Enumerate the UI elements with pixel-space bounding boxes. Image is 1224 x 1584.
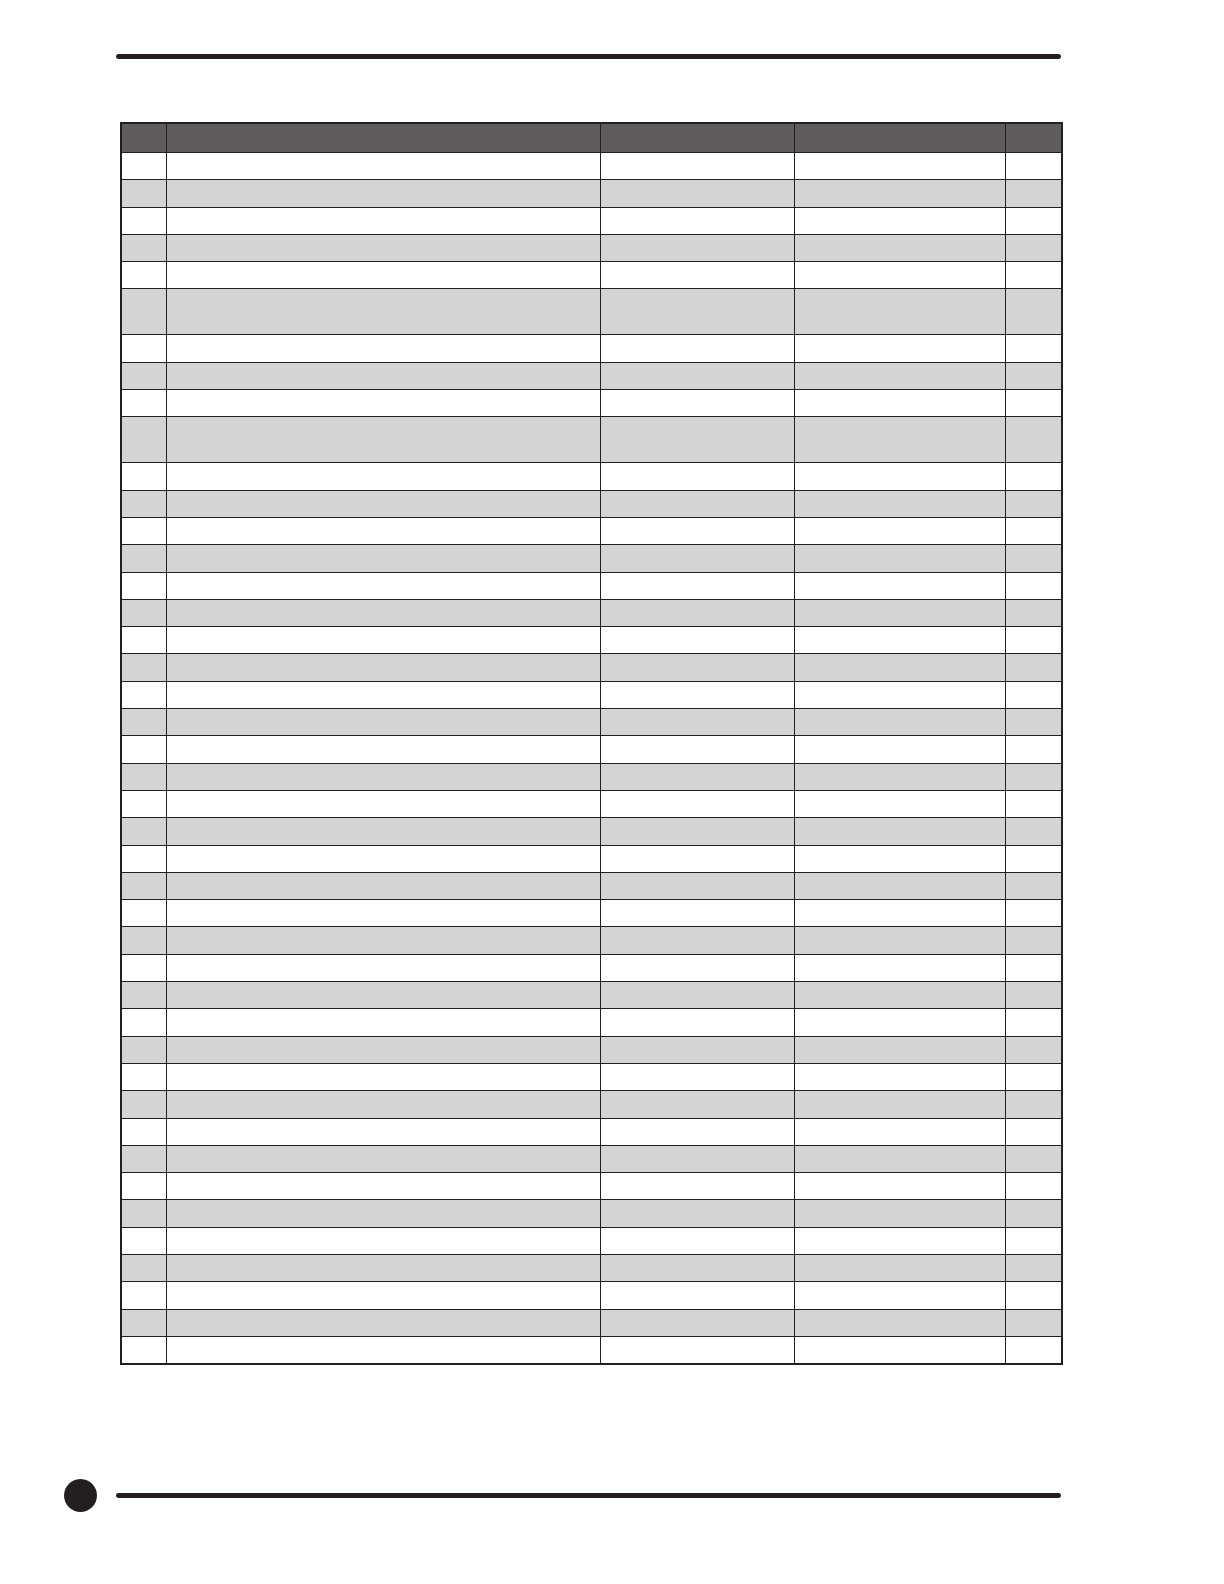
table-cell — [600, 572, 794, 599]
table-cell — [794, 627, 1005, 654]
table-cell — [166, 262, 600, 289]
table-cell — [794, 1336, 1005, 1364]
table-cell — [166, 1063, 600, 1090]
table-cell — [1005, 335, 1062, 362]
table-cell — [794, 1036, 1005, 1063]
table-cell — [600, 790, 794, 817]
table-cell — [121, 234, 166, 261]
table-cell — [600, 1173, 794, 1200]
table-cell — [794, 872, 1005, 899]
table-cell — [166, 1145, 600, 1172]
table-row — [121, 1282, 1062, 1309]
table-row — [121, 1173, 1062, 1200]
table-cell — [1005, 545, 1062, 572]
table-cell — [794, 845, 1005, 872]
table-cell — [166, 517, 600, 544]
table-cell — [600, 390, 794, 417]
table-row — [121, 818, 1062, 845]
table-cell — [794, 362, 1005, 389]
table-cell — [121, 790, 166, 817]
table-cell — [794, 1009, 1005, 1036]
table-cell — [600, 599, 794, 626]
table-cell — [166, 927, 600, 954]
table-cell — [600, 207, 794, 234]
table-cell — [794, 180, 1005, 207]
table-cell — [121, 818, 166, 845]
table-cell — [166, 1200, 600, 1227]
table-cell — [1005, 681, 1062, 708]
table-cell — [794, 1200, 1005, 1227]
table-cell — [600, 1063, 794, 1090]
table-cell — [1005, 1227, 1062, 1254]
table-cell — [600, 954, 794, 981]
table-cell — [794, 234, 1005, 261]
table-cell — [600, 545, 794, 572]
table-cell — [794, 900, 1005, 927]
table-cell — [166, 390, 600, 417]
table-cell — [1005, 1173, 1062, 1200]
table-cell — [1005, 927, 1062, 954]
table-cell — [121, 627, 166, 654]
table-cell — [1005, 207, 1062, 234]
table-cell — [600, 681, 794, 708]
table-cell — [794, 681, 1005, 708]
table-cell — [794, 545, 1005, 572]
table-cell — [121, 517, 166, 544]
table-row — [121, 1009, 1062, 1036]
table-cell — [121, 545, 166, 572]
table-cell — [1005, 417, 1062, 463]
table-cell — [794, 1118, 1005, 1145]
table-cell — [794, 390, 1005, 417]
table-cell — [166, 1309, 600, 1336]
table-cell — [600, 180, 794, 207]
table-cell — [166, 153, 600, 180]
table-cell — [121, 1145, 166, 1172]
table-row — [121, 599, 1062, 626]
table-cell — [600, 1145, 794, 1172]
table-cell — [121, 1173, 166, 1200]
table-row — [121, 736, 1062, 763]
table-cell — [600, 517, 794, 544]
table-cell — [166, 1227, 600, 1254]
table-row — [121, 1227, 1062, 1254]
table-cell — [121, 709, 166, 736]
table-cell — [600, 262, 794, 289]
table-cell — [1005, 1200, 1062, 1227]
table-cell — [794, 709, 1005, 736]
table-row — [121, 1118, 1062, 1145]
table-cell — [600, 872, 794, 899]
table-cell — [794, 599, 1005, 626]
table-cell — [600, 1282, 794, 1309]
table-row — [121, 927, 1062, 954]
table-cell — [166, 335, 600, 362]
table-cell — [121, 490, 166, 517]
table-row — [121, 234, 1062, 261]
table-cell — [121, 900, 166, 927]
table-cell — [794, 1173, 1005, 1200]
table-cell — [121, 180, 166, 207]
table-cell — [166, 599, 600, 626]
table-cell — [1005, 1118, 1062, 1145]
table-cell — [166, 207, 600, 234]
table-cell — [121, 1063, 166, 1090]
table-cell — [600, 763, 794, 790]
table-cell — [794, 763, 1005, 790]
table-cell — [794, 207, 1005, 234]
table-cell — [1005, 736, 1062, 763]
table-cell — [600, 627, 794, 654]
table-cell — [166, 1336, 600, 1364]
table-cell — [121, 390, 166, 417]
header-cell — [600, 123, 794, 153]
table-cell — [1005, 153, 1062, 180]
header-cell — [794, 123, 1005, 153]
table-row — [121, 709, 1062, 736]
bottom-rule — [116, 1493, 1061, 1498]
table-cell — [166, 1009, 600, 1036]
table-cell — [121, 763, 166, 790]
table-cell — [121, 335, 166, 362]
table-row — [121, 289, 1062, 335]
table-row — [121, 954, 1062, 981]
table-cell — [166, 818, 600, 845]
table-cell — [121, 1227, 166, 1254]
table-cell — [794, 818, 1005, 845]
table-cell — [166, 1173, 600, 1200]
table-cell — [600, 1091, 794, 1118]
table-cell — [121, 1282, 166, 1309]
table-cell — [1005, 900, 1062, 927]
table-cell — [1005, 1282, 1062, 1309]
table-cell — [1005, 463, 1062, 490]
table-cell — [600, 1254, 794, 1281]
table-cell — [121, 736, 166, 763]
table-cell — [121, 1091, 166, 1118]
table-cell — [1005, 362, 1062, 389]
table-cell — [794, 417, 1005, 463]
table-cell — [121, 572, 166, 599]
table-cell — [600, 1309, 794, 1336]
table-cell — [794, 572, 1005, 599]
table-row — [121, 654, 1062, 681]
table-cell — [121, 289, 166, 335]
table-row — [121, 1309, 1062, 1336]
table-row — [121, 845, 1062, 872]
table-cell — [166, 790, 600, 817]
table-cell — [1005, 1336, 1062, 1364]
table-cell — [1005, 490, 1062, 517]
table-cell — [1005, 1091, 1062, 1118]
table-row — [121, 1036, 1062, 1063]
table-cell — [600, 818, 794, 845]
table-cell — [794, 1145, 1005, 1172]
table-cell — [1005, 654, 1062, 681]
table-cell — [1005, 1063, 1062, 1090]
table-cell — [794, 654, 1005, 681]
header-cell — [166, 123, 600, 153]
table-cell — [121, 927, 166, 954]
table-cell — [166, 709, 600, 736]
table-cell — [166, 417, 600, 463]
table-row — [121, 490, 1062, 517]
top-rule — [116, 54, 1061, 59]
table-cell — [166, 954, 600, 981]
table-cell — [794, 517, 1005, 544]
table-row — [121, 1254, 1062, 1281]
table-cell — [1005, 1036, 1062, 1063]
table-row — [121, 180, 1062, 207]
table-cell — [121, 1036, 166, 1063]
table-row — [121, 153, 1062, 180]
table-cell — [600, 927, 794, 954]
header-cell — [121, 123, 166, 153]
table-cell — [1005, 517, 1062, 544]
table-cell — [166, 845, 600, 872]
table-cell — [166, 1118, 600, 1145]
table-cell — [121, 681, 166, 708]
table-cell — [1005, 1145, 1062, 1172]
table-cell — [121, 207, 166, 234]
table-row — [121, 982, 1062, 1009]
table-cell — [121, 954, 166, 981]
table-cell — [794, 1091, 1005, 1118]
table-cell — [166, 872, 600, 899]
parts-table — [120, 122, 1063, 1365]
table-row — [121, 417, 1062, 463]
table-cell — [121, 1009, 166, 1036]
table-cell — [121, 599, 166, 626]
table-cell — [1005, 763, 1062, 790]
table-cell — [600, 982, 794, 1009]
table-cell — [1005, 627, 1062, 654]
table-row — [121, 335, 1062, 362]
table-cell — [1005, 180, 1062, 207]
table-cell — [121, 1309, 166, 1336]
table-cell — [1005, 1254, 1062, 1281]
table-cell — [600, 234, 794, 261]
table-cell — [1005, 572, 1062, 599]
table-row — [121, 262, 1062, 289]
table-cell — [1005, 599, 1062, 626]
table-cell — [121, 654, 166, 681]
table-row — [121, 390, 1062, 417]
table-row — [121, 1063, 1062, 1090]
table-cell — [166, 763, 600, 790]
table-cell — [166, 1254, 600, 1281]
table-cell — [794, 262, 1005, 289]
table-cell — [600, 490, 794, 517]
table-cell — [1005, 390, 1062, 417]
table-cell — [1005, 262, 1062, 289]
table-row — [121, 627, 1062, 654]
table-cell — [794, 153, 1005, 180]
table-cell — [600, 736, 794, 763]
table-cell — [166, 654, 600, 681]
table-cell — [794, 335, 1005, 362]
table-cell — [166, 234, 600, 261]
table-cell — [166, 362, 600, 389]
table-cell — [166, 1036, 600, 1063]
table-row — [121, 763, 1062, 790]
table-cell — [166, 627, 600, 654]
table-header-row — [121, 123, 1062, 153]
table-row — [121, 900, 1062, 927]
table-cell — [794, 1254, 1005, 1281]
table-cell — [794, 490, 1005, 517]
table-cell — [794, 289, 1005, 335]
table-cell — [121, 1200, 166, 1227]
table-cell — [794, 1227, 1005, 1254]
table-row — [121, 1336, 1062, 1364]
table-cell — [600, 1336, 794, 1364]
table-cell — [600, 900, 794, 927]
table-cell — [166, 982, 600, 1009]
table-cell — [1005, 289, 1062, 335]
table-cell — [121, 1118, 166, 1145]
table-cell — [794, 1282, 1005, 1309]
table-cell — [600, 417, 794, 463]
table-cell — [166, 490, 600, 517]
table-row — [121, 517, 1062, 544]
table-cell — [1005, 709, 1062, 736]
table-cell — [166, 180, 600, 207]
table-body — [121, 153, 1062, 1365]
table-cell — [1005, 1309, 1062, 1336]
table-cell — [600, 1009, 794, 1036]
table-cell — [1005, 872, 1062, 899]
table-cell — [166, 572, 600, 599]
table-row — [121, 1091, 1062, 1118]
table-cell — [1005, 845, 1062, 872]
table-cell — [600, 289, 794, 335]
table-cell — [166, 900, 600, 927]
table-cell — [794, 982, 1005, 1009]
table-cell — [600, 1200, 794, 1227]
table-cell — [600, 654, 794, 681]
table-cell — [166, 681, 600, 708]
table-cell — [166, 463, 600, 490]
table-cell — [600, 362, 794, 389]
table-row — [121, 790, 1062, 817]
table-row — [121, 572, 1062, 599]
table-cell — [121, 362, 166, 389]
table-cell — [1005, 234, 1062, 261]
header-cell — [1005, 123, 1062, 153]
table-row — [121, 463, 1062, 490]
table-cell — [121, 1336, 166, 1364]
table-cell — [600, 335, 794, 362]
table-cell — [600, 1118, 794, 1145]
table-cell — [794, 927, 1005, 954]
table-cell — [166, 545, 600, 572]
table-cell — [121, 417, 166, 463]
table-cell — [121, 1254, 166, 1281]
table-row — [121, 681, 1062, 708]
table-cell — [1005, 1009, 1062, 1036]
table-cell — [166, 1091, 600, 1118]
table-cell — [600, 153, 794, 180]
table-cell — [121, 872, 166, 899]
table-row — [121, 362, 1062, 389]
table-cell — [794, 1063, 1005, 1090]
table-cell — [794, 736, 1005, 763]
table-cell — [794, 790, 1005, 817]
table-row — [121, 207, 1062, 234]
table-cell — [1005, 790, 1062, 817]
table-cell — [166, 736, 600, 763]
page-marker-dot — [64, 1479, 97, 1512]
table-cell — [600, 1227, 794, 1254]
table-row — [121, 1145, 1062, 1172]
table-cell — [600, 709, 794, 736]
table-cell — [1005, 954, 1062, 981]
table-cell — [794, 463, 1005, 490]
table-cell — [121, 262, 166, 289]
table-cell — [121, 982, 166, 1009]
table-cell — [794, 1309, 1005, 1336]
table-row — [121, 545, 1062, 572]
table-cell — [1005, 982, 1062, 1009]
table-cell — [166, 1282, 600, 1309]
table-cell — [166, 289, 600, 335]
table-cell — [600, 845, 794, 872]
table-row — [121, 1200, 1062, 1227]
table-row — [121, 872, 1062, 899]
table-cell — [600, 463, 794, 490]
table-cell — [794, 954, 1005, 981]
table-cell — [121, 845, 166, 872]
table-cell — [121, 463, 166, 490]
table-cell — [600, 1036, 794, 1063]
table-cell — [121, 153, 166, 180]
table-cell — [1005, 818, 1062, 845]
